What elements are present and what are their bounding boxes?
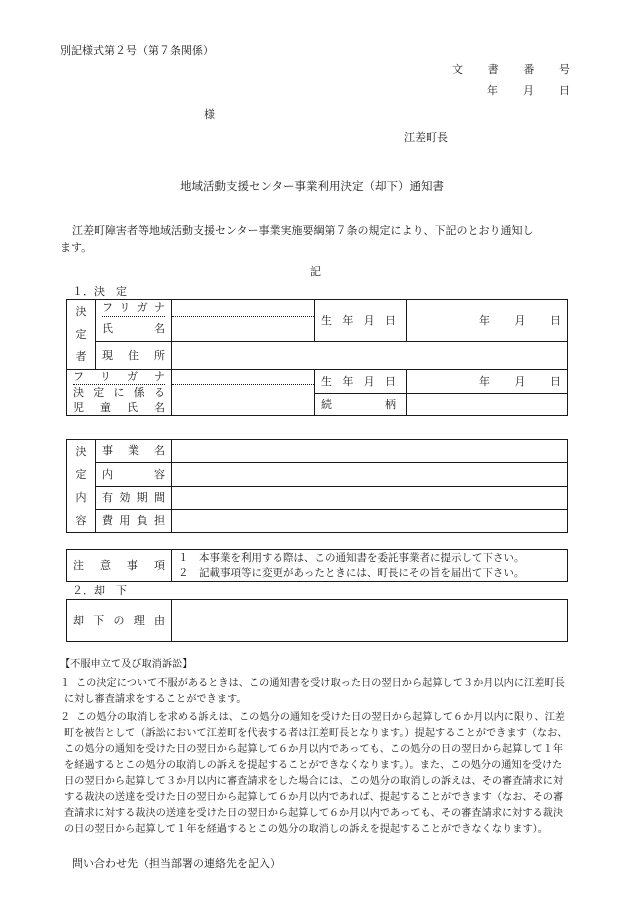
relationship-input[interactable] (407, 394, 568, 416)
name-input-cell[interactable] (172, 300, 315, 342)
issuer-name: 江差町長 (404, 131, 448, 144)
business-name-label: 事 業 名 (96, 440, 172, 463)
validity-period-input[interactable] (172, 486, 568, 509)
notes-content (172, 550, 568, 582)
name-label-cell: フ リ ガ ナ 氏 名 (96, 300, 172, 342)
address-input-cell[interactable] (172, 342, 568, 370)
appeal-item-2: ２ この処分の取消しを求める訴えは、この処分の通知を受けた日の翌日から起算して６か月以内に限り、江差 町を被告として（訴訟において江差町を代表する者は江差町長となります。）提起することができます（なお、 この処分の通知を受けた日の翌日から起算して６か月以内であっても、この処分の日の翌日から起算して１年 を経過するとこの処分の取消しの訴えを提起することができなくなります。）。また、この処分の通知を受けた 日の翌日から起算して３か月以内に審査請求をした場合には、この処分の取消しの訴えは、その審査請求に対 する裁決の送達を受けた日の翌日から起算して６か月以内であれば、提起することができます（なお、その審 査請求に対する裁決の送達を受けた日の翌日から起算して６か月以内であっても、その審査請求に対する裁決 の日の翌日から起算して１年を経過するとこの処分の取消しの訴えを提起することができなくなります）。 (60, 712, 568, 835)
child-name-label: フ リ ガ ナ 決 定 に 係 る 児 童 氏 名 (67, 370, 172, 416)
decision-content-table (66, 439, 568, 533)
rejection-table (66, 599, 568, 642)
child-name-input[interactable] (172, 370, 315, 416)
decision-content-label: 決 定 内 容 (67, 440, 96, 533)
section-heading-decision: １．決 定 (72, 285, 127, 298)
decision-person-table (66, 299, 568, 416)
form-label: 別記様式第２号（第７条関係） (60, 44, 214, 57)
notes-table (66, 549, 568, 582)
rejection-reason-label: 却 下 の 理 由 (67, 600, 172, 642)
child-birth-label: 生 年 月 日 (315, 370, 407, 394)
relationship-label: 続 柄 (315, 394, 407, 416)
ki-marker: 記 (310, 265, 321, 278)
cost-burden-input[interactable] (172, 509, 568, 532)
body-text-cont: ます。 (60, 241, 93, 254)
document-title: 地域活動支援センター事業利用決定（却下）通知書 (180, 179, 445, 193)
birth-date-label: 生 年 月 日 (315, 300, 407, 342)
content-input[interactable] (172, 463, 568, 486)
appeal-item-1: １ この決定について不服があるときは、この通知書を受け取った日の翌日から起算して３か月以内に江差町長 に対し審査請求をすることができます。 (60, 678, 565, 705)
addressee-suffix: 様 (204, 108, 215, 121)
appeal-heading: 【不服申立て及び取消訴訟】 (60, 659, 193, 670)
validity-period-label: 有 効 期 間 (96, 486, 172, 509)
content-label: 内 容 (96, 463, 172, 486)
cost-burden-label: 費 用 負 担 (96, 509, 172, 532)
contact-info: 問い合わせ先（担当部署の連絡先を記入） (72, 857, 281, 870)
section-heading-rejection: ２．却 下 (72, 584, 127, 597)
note-item: ２ 記載事項等に変更があったときには、町長にその旨を届出て下さい。 (178, 566, 525, 579)
document-number: 文 書 番 号 (452, 63, 570, 76)
note-item: １ 本事業を利用する際は、この通知書を委託事業者に提示して下さい。 (178, 551, 525, 564)
rejection-reason-input[interactable] (172, 600, 568, 642)
address-label: 現 住 所 (96, 342, 172, 370)
birth-date-value[interactable]: 年 月 日 (407, 300, 568, 342)
issue-date: 年 月 日 (487, 84, 570, 97)
business-name-input[interactable] (172, 440, 568, 463)
decided-person-label: 決 定 者 (67, 300, 96, 370)
child-birth-value[interactable]: 年 月 日 (407, 370, 568, 394)
notes-label: 注 意 事 項 (67, 550, 172, 582)
body-text: 江差町障害者等地域活動支援センター事業実施要綱第７条の規定により、下記のとおり通知し (72, 224, 534, 237)
